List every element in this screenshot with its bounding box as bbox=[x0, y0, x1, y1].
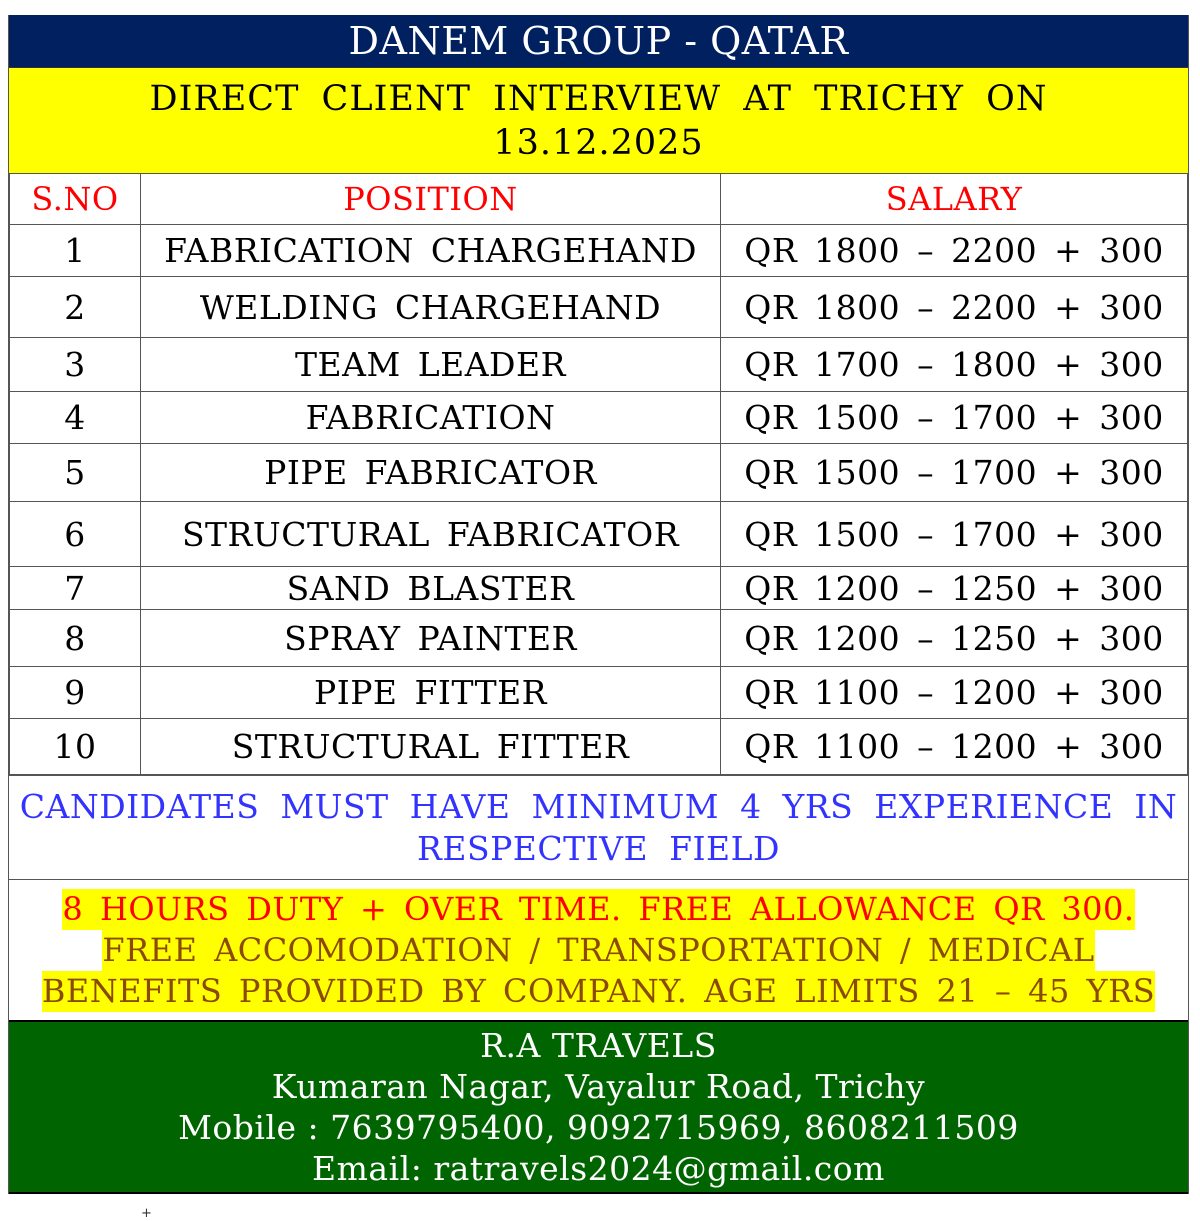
table-row bbox=[10, 277, 1188, 338]
job-flyer bbox=[8, 15, 1189, 1194]
row-position: PIPE FABRICATOR bbox=[141, 444, 721, 502]
row-position: FABRICATION bbox=[141, 392, 721, 444]
experience-note-line1: CANDIDATES MUST HAVE MINIMUM 4 YRS EXPERIENCE IN bbox=[19, 786, 1178, 826]
benefits-line2: FREE ACCOMODATION / TRANSPORTATION / MEDICAL bbox=[102, 930, 1095, 969]
row-sno: 7 bbox=[10, 567, 141, 610]
benefits-line3: BENEFITS PROVIDED BY COMPANY. AGE LIMITS 21 – 45 YRS bbox=[41, 971, 1156, 1010]
interview-banner-line1: DIRECT CLIENT INTERVIEW AT TRICHY ON bbox=[149, 78, 1048, 119]
table-row bbox=[10, 392, 1188, 444]
row-position: WELDING CHARGEHAND bbox=[141, 277, 721, 338]
table-row bbox=[10, 225, 1188, 277]
row-sno: 9 bbox=[10, 667, 141, 719]
table-row bbox=[10, 610, 1188, 667]
experience-note-line2: RESPECTIVE FIELD bbox=[417, 828, 780, 868]
row-position: SAND BLASTER bbox=[141, 567, 721, 610]
agency-contact bbox=[9, 1020, 1188, 1194]
row-salary: QR 1500 – 1700 + 300 bbox=[721, 444, 1188, 502]
agency-email: Email: ratravels2024@gmail.com bbox=[312, 1149, 885, 1188]
column-header-position: POSITION bbox=[141, 174, 721, 225]
row-salary: QR 1500 – 1700 + 300 bbox=[721, 502, 1188, 567]
column-header-salary: SALARY bbox=[721, 174, 1188, 225]
row-salary: QR 1700 – 1800 + 300 bbox=[721, 338, 1188, 392]
table-row bbox=[10, 502, 1188, 567]
row-position: TEAM LEADER bbox=[141, 338, 721, 392]
row-sno: 5 bbox=[10, 444, 141, 502]
table-row bbox=[10, 567, 1188, 610]
row-salary: QR 1200 – 1250 + 300 bbox=[721, 567, 1188, 610]
row-sno: 1 bbox=[10, 225, 141, 277]
row-position: STRUCTURAL FITTER bbox=[141, 719, 721, 775]
agency-mobile: Mobile : 7639795400, 9092715969, 8608211509 bbox=[178, 1108, 1019, 1147]
table-row bbox=[10, 719, 1188, 775]
row-salary: QR 1500 – 1700 + 300 bbox=[721, 392, 1188, 444]
row-sno: 2 bbox=[10, 277, 141, 338]
company-title bbox=[9, 15, 1188, 67]
row-salary: QR 1800 – 2200 + 300 bbox=[721, 225, 1188, 277]
row-salary: QR 1800 – 2200 + 300 bbox=[721, 277, 1188, 338]
plus-mark: + bbox=[141, 1206, 152, 1221]
company-title-text: DANEM GROUP - QATAR bbox=[348, 19, 849, 63]
row-sno: 4 bbox=[10, 392, 141, 444]
interview-date: 13.12.2025 bbox=[493, 122, 704, 163]
row-position: PIPE FITTER bbox=[141, 667, 721, 719]
table-row bbox=[10, 667, 1188, 719]
row-salary: QR 1200 – 1250 + 300 bbox=[721, 610, 1188, 667]
benefits-line1: 8 HOURS DUTY + OVER TIME. FREE ALLOWANCE QR 300. bbox=[62, 889, 1135, 928]
row-salary: QR 1100 – 1200 + 300 bbox=[721, 667, 1188, 719]
table-header-row bbox=[10, 174, 1188, 225]
row-position: FABRICATION CHARGEHAND bbox=[141, 225, 721, 277]
benefits-section bbox=[9, 879, 1188, 1020]
row-sno: 6 bbox=[10, 502, 141, 567]
row-sno: 8 bbox=[10, 610, 141, 667]
row-position: SPRAY PAINTER bbox=[141, 610, 721, 667]
agency-address: Kumaran Nagar, Vayalur Road, Trichy bbox=[271, 1067, 926, 1106]
table-row bbox=[10, 444, 1188, 502]
table-row bbox=[10, 338, 1188, 392]
positions-table bbox=[9, 173, 1188, 775]
column-header-sno: S.NO bbox=[10, 174, 141, 225]
agency-name: R.A TRAVELS bbox=[480, 1026, 717, 1065]
interview-banner bbox=[9, 67, 1188, 173]
row-sno: 10 bbox=[10, 719, 141, 775]
experience-note bbox=[9, 775, 1188, 879]
row-position: STRUCTURAL FABRICATOR bbox=[141, 502, 721, 567]
row-salary: QR 1100 – 1200 + 300 bbox=[721, 719, 1188, 775]
row-sno: 3 bbox=[10, 338, 141, 392]
